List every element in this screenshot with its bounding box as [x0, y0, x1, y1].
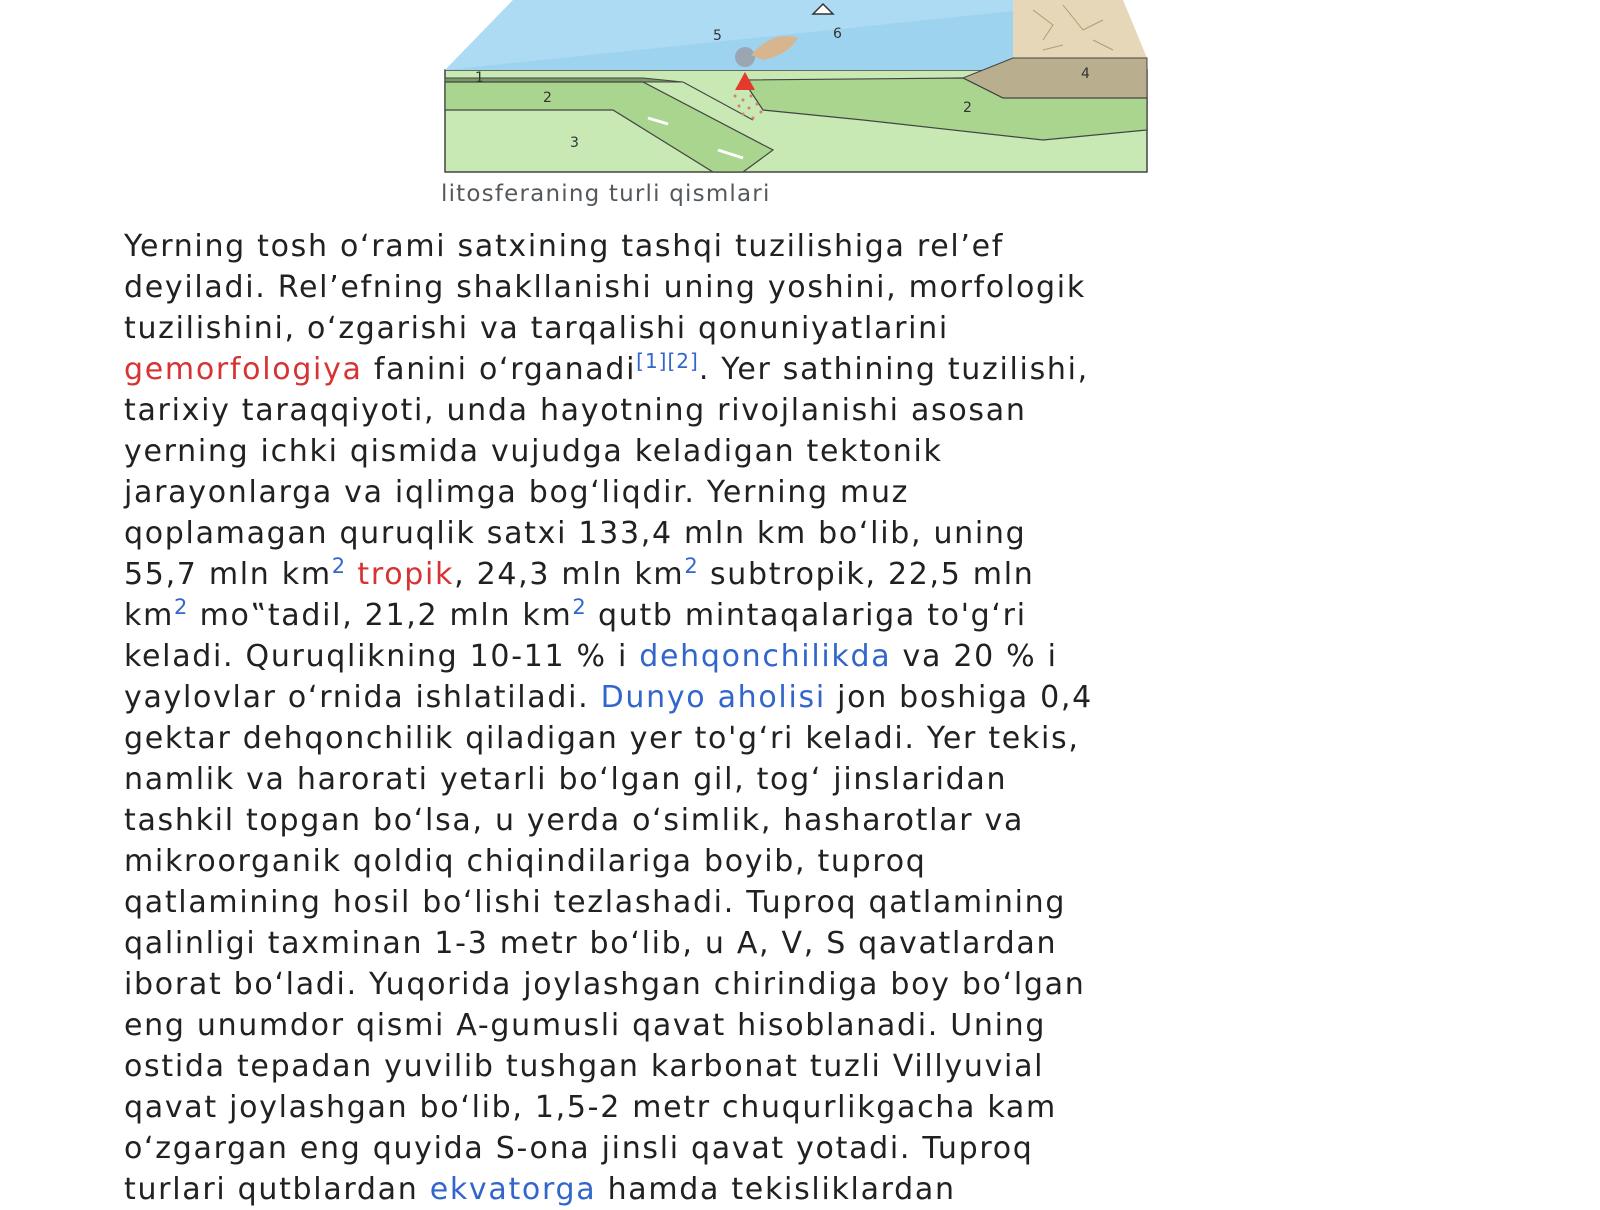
article-text: mo‟tadil, 21,2 mln km [188, 598, 573, 633]
article-line [124, 1046, 1584, 1087]
article-text: keladi. Quruqlikning 10-11 % i [124, 639, 640, 674]
article-line [124, 841, 1584, 882]
article-line [124, 800, 1584, 841]
article-line [124, 1169, 1584, 1210]
article-text: qoplamagan quruqlik satxi 133,4 mln km bo‘lib, uning [124, 516, 1027, 551]
article-text: mikroorganik qoldiq chiqindilariga boyib, tuproq [124, 844, 927, 879]
article-text: Yerning tosh o‘rami satxining tashqi tuzilishiga rel’ef [124, 229, 1005, 264]
superscript: 2 [684, 554, 699, 578]
article-body [124, 226, 1584, 1210]
article-text: tuzilishini, o‘zgarishi va tarqalishi qonuniyatlarini [124, 311, 949, 346]
article-text: turlari qutblardan [124, 1172, 430, 1207]
article-text: qutb mintaqalariga to'g‘ri [586, 598, 1027, 633]
article-text: km [124, 598, 174, 633]
article-link[interactable]: gemorfologiya [124, 352, 363, 387]
article-text: qavat joylashgan bo‘lib, 1,5-2 metr chuqurlikgacha kam [124, 1090, 1057, 1125]
article-text: jarayonlarga va iqlimga bog‘liqdir. Yerning muz [124, 475, 910, 510]
article-text: gektar dehqonchilik qiladigan yer to'g‘ri keladi. Yer tekis, [124, 721, 1080, 756]
article-line [124, 1128, 1584, 1169]
article-text: yaylovlar o‘rnida ishlatiladi. [124, 680, 601, 715]
article-text: va 20 % i [891, 639, 1058, 674]
article-text: hamda tekisliklardan [596, 1172, 956, 1207]
article-text: tashkil topgan bo‘lsa, u yerda o‘simlik, hasharotlar va [124, 803, 1025, 838]
diagram-label-6: 6 [833, 26, 842, 42]
article-text: ostida tepadan yuvilib tushgan karbonat tuzli Villyuvial [124, 1049, 1045, 1084]
article-link[interactable]: tropik [357, 557, 455, 592]
article-text: deyiladi. Rel’efning shakllanishi uning yoshini, morfologik [124, 270, 1086, 305]
lithosphere-diagram[interactable] [443, 0, 1153, 180]
diagram-label-2: 2 [543, 90, 552, 106]
continent-surface [1013, 0, 1147, 58]
diagram-label-3: 3 [570, 135, 579, 151]
article-line [124, 431, 1584, 472]
superscript: 2 [174, 595, 189, 619]
article-line [124, 882, 1584, 923]
article-line [124, 718, 1584, 759]
article-text: fanini o‘rganadi [362, 352, 637, 387]
figure-caption: litosferaning turli qismlari [441, 181, 771, 207]
article-text: subtropik, 22,5 mln [698, 557, 1035, 592]
article-link[interactable]: Dunyo aholisi [600, 680, 826, 715]
diagram-label-2-right: 2 [963, 100, 972, 116]
article-text: namlik va harorati yetarli bo‘lgan gil, tog‘ jinslaridan [124, 762, 1008, 797]
article-line [124, 636, 1584, 677]
article-link[interactable]: ekvatorga [429, 1172, 597, 1207]
article-text: iborat bo‘ladi. Yuqorida joylashgan chirindiga boy bo‘lgan [124, 967, 1086, 1002]
article-text: , 24,3 mln km [454, 557, 685, 592]
article-line [124, 267, 1584, 308]
article-line [124, 1005, 1584, 1046]
article-text: o‘zgargan eng quyida S-ona jinsli qavat yotadi. Tuproq [124, 1131, 1034, 1166]
eruption-cloud [735, 47, 755, 67]
article-text: qalinligi taxminan 1-3 metr bo‘lib, u A, V, S qavatlardan [124, 926, 1058, 961]
article-text: qatlamining hosil bo‘lishi tezlashadi. Tuproq qatlamining [124, 885, 1067, 920]
article-text [346, 557, 357, 592]
reference-link[interactable]: [1][2] [636, 349, 699, 373]
article-line [124, 759, 1584, 800]
article-line [124, 923, 1584, 964]
article-line [124, 472, 1584, 513]
article-line [124, 390, 1584, 431]
article-text: eng unumdor qismi A-gumusli qavat hisoblanadi. Uning [124, 1008, 1047, 1043]
article-link[interactable]: dehqonchilikda [639, 639, 892, 674]
article-text: tarixiy taraqqiyoti, unda hayotning rivojlanishi asosan [124, 393, 1027, 428]
article-line [124, 513, 1584, 554]
article-line [124, 677, 1584, 718]
diagram-label-1: 1 [475, 70, 484, 86]
superscript: 2 [331, 554, 347, 578]
article-text: jon boshiga 0,4 [825, 680, 1093, 715]
article-text: 55,7 mln km [124, 557, 332, 592]
lithosphere-diagram-svg [443, 0, 1153, 180]
superscript: 2 [572, 595, 587, 619]
article-text: yerning ichki qismida vujudga keladigan tektonik [124, 434, 943, 469]
article-line [124, 349, 1584, 390]
article-line [124, 226, 1584, 267]
article-line [124, 1087, 1584, 1128]
article-line [124, 595, 1584, 636]
diagram-label-5: 5 [713, 28, 722, 44]
article-text: . Yer sathining tuzilishi, [698, 352, 1089, 387]
article-line [124, 308, 1584, 349]
article-line [124, 964, 1584, 1005]
diagram-label-4: 4 [1081, 66, 1090, 82]
article-line [124, 554, 1584, 595]
